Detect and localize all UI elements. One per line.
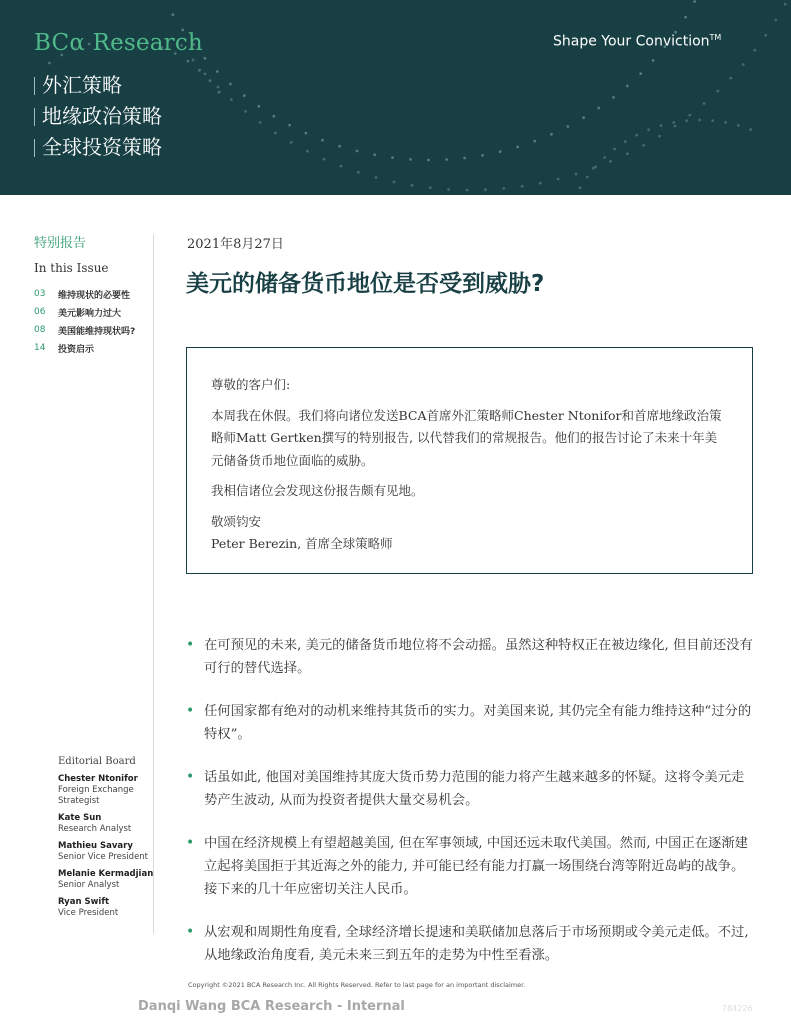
toc-item[interactable]: 08 美国能维持现状吗? [34,325,136,337]
member-role: Foreign Exchange Strategist [58,785,134,806]
strategy-geopolitical: 地缘政治策略 [34,101,162,132]
letter-closing: 敬颂钧安 [211,513,262,529]
report-type-label: 特别报告 [34,236,87,251]
list-item: • 中国在经济规模上有望超越美国, 但在军事领域, 中国还远未取代美国。然而, 中国正在逐渐建立起将美国拒于其近海之外的能力, 并可能已经有能力打赢一场围绕台湾等附近岛屿的战争。接下来的几十年应密切关注人民币。 [186,832,756,901]
board-member [58,813,153,835]
bullet-icon: • [186,769,195,785]
bca-research-logo[interactable]: BCα Research [34,30,203,56]
letter-greeting: 尊敬的客户们: [211,377,291,392]
member-name: Melanie Kermadjian [58,869,154,879]
in-this-issue-heading: In this Issue [34,261,109,275]
letter-body: 我相信诸位会发现这份报告颇有见地。 [211,483,424,498]
board-member [58,774,153,807]
member-role: Senior Vice President [58,852,149,862]
bullet-icon: • [186,637,195,653]
strategy-fx: 外汇策略 [34,70,162,101]
bullet-icon: • [186,924,195,940]
list-item: • 从宏观和周期性角度看, 全球经济增长提速和美联储加息落后于市场预期或令美元走低。不过, 从地缘政治角度看, 美元未来三到五年的走势为中性至看涨。 [186,921,756,967]
member-name: Ryan Swift [58,897,110,907]
editorial-board-title: Editorial Board [58,756,136,767]
list-item: • 在可预见的未来, 美元的储备货币地位将不会动摇。虽然这种特权正在被边缘化, 但目前还没有可行的替代选择。 [186,634,756,680]
document-id: 784226 [722,1004,753,1013]
intro-letter-box [186,347,753,574]
letter-signature: Peter Berezin, 首席全球策略师 [211,536,393,551]
internal-watermark: Danqi Wang BCA Research - Internal [138,999,405,1014]
strategy-global-investment: 全球投资策略 [34,132,162,163]
header-banner [0,0,791,195]
toc-item[interactable]: 14 投资启示 [34,343,95,355]
bullet-icon: • [186,703,195,719]
list-item: • 话虽如此, 他国对美国维持其庞大货币势力范围的能力将产生越来越多的怀疑。这将令美元走势产生波动, 从而为投资者提供大量交易机会。 [186,766,756,812]
table-of-contents [34,285,135,357]
member-name: Mathieu Savary [58,841,133,851]
strategy-list [34,70,162,163]
report-date: 2021年8月27日 [187,237,284,252]
editorial-board [58,756,153,925]
member-name: Kate Sun [58,813,102,823]
letter-body: 本周我在休假。我们将向诸位发送BCA首席外汇策略师Chester Ntonifor和首席地缘政治策略师Matt Gertken撰写的特别报告, 以代替我们的常规报告。他们的报告讨论了未来十年美元储备货币地位面临的威胁。 [211,407,722,468]
board-member [58,869,153,891]
report-title: 美元的储备货币地位是否受到威胁? [186,271,545,297]
board-member [58,897,153,919]
member-role: Vice President [58,908,119,918]
toc-item[interactable]: 06 美元影响力过大 [34,307,122,319]
toc-item[interactable]: 03 维持现状的必要性 [34,289,131,301]
tagline: Shape Your Conviction™ [553,33,722,50]
member-name: Chester Ntonifor [58,774,138,784]
copyright-notice: Copyright ©2021 BCA Research Inc. All Rights Reserved. Refer to last page for an important disclaimer. [188,981,526,989]
key-points-list [186,634,756,987]
member-role: Research Analyst [58,824,132,834]
bullet-icon: • [186,835,195,851]
board-member [58,841,153,863]
member-role: Senior Analyst [58,880,120,890]
list-item: • 任何国家都有绝对的动机来维持其货币的实力。对美国来说, 其仍完全有能力维持这种“过分的特权”。 [186,700,756,746]
